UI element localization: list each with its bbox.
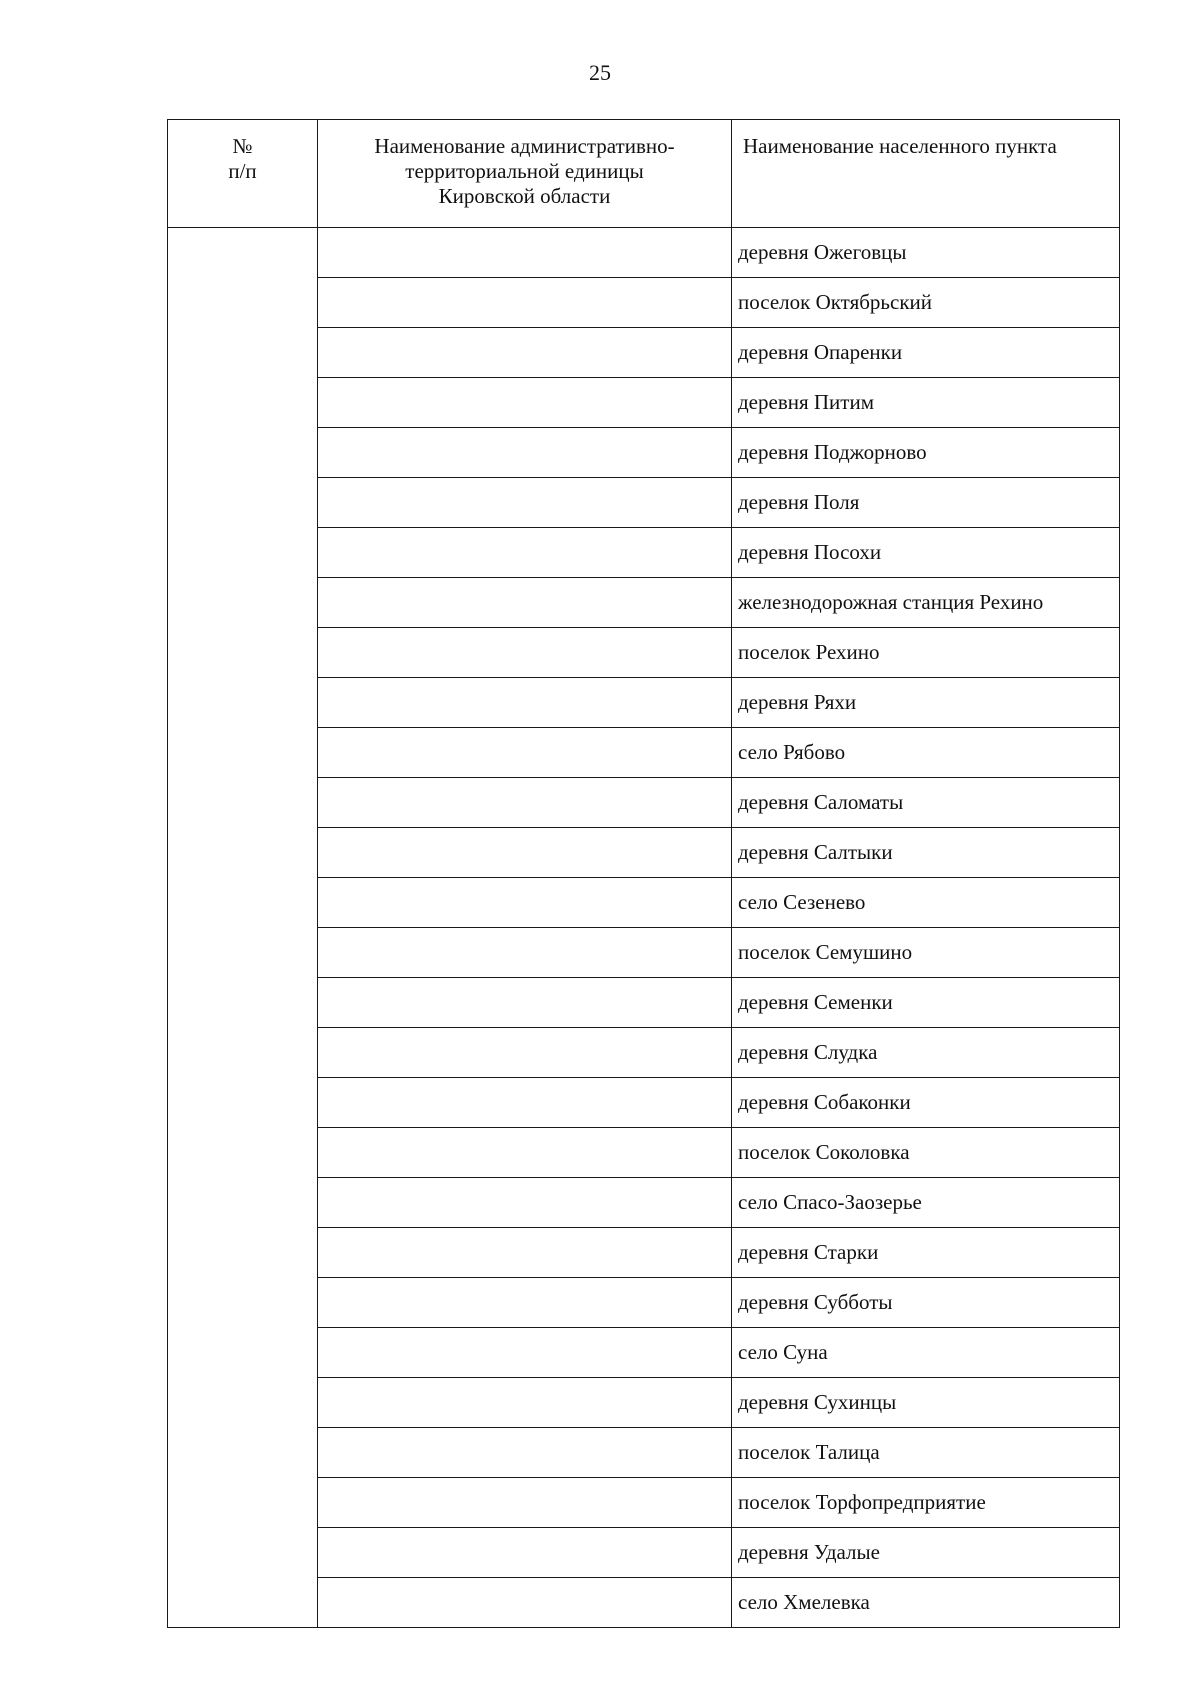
admin-unit-cell <box>318 1178 732 1228</box>
admin-unit-cell <box>318 478 732 528</box>
header-admin-unit <box>318 120 732 228</box>
admin-unit-cell <box>318 878 732 928</box>
admin-unit-cell <box>318 628 732 678</box>
admin-unit-cell <box>318 678 732 728</box>
admin-unit-cell <box>318 278 732 328</box>
admin-unit-cell <box>318 978 732 1028</box>
header-admin-unit-line: Кировской области <box>438 184 611 208</box>
admin-unit-cell <box>318 1078 732 1128</box>
settlement-cell: деревня Ожеговцы <box>732 228 1120 278</box>
settlement-cell: деревня Поля <box>732 478 1120 528</box>
settlement-cell: деревня Семенки <box>732 978 1120 1028</box>
settlement-cell: деревня Субботы <box>732 1278 1120 1328</box>
settlement-cell: село Спасо-Заозерье <box>732 1178 1120 1228</box>
page-number: 25 <box>589 60 611 85</box>
settlement-cell: поселок Рехино <box>732 628 1120 678</box>
admin-unit-cell <box>318 728 732 778</box>
header-number-line: № <box>232 134 253 158</box>
admin-unit-cell <box>318 1578 732 1628</box>
header-admin-unit-line: Наименование административно- <box>374 134 675 158</box>
admin-unit-cell <box>318 928 732 978</box>
table-body <box>168 228 1120 1628</box>
admin-unit-cell <box>318 328 732 378</box>
settlement-cell: деревня Удалые <box>732 1528 1120 1578</box>
settlement-cell: село Рябово <box>732 728 1120 778</box>
settlement-cell: деревня Сухинцы <box>732 1378 1120 1428</box>
settlement-cell: деревня Собаконки <box>732 1078 1120 1128</box>
admin-unit-cell <box>318 428 732 478</box>
header-settlement: Наименование населенного пункта <box>732 120 1120 228</box>
settlement-cell: поселок Октябрьский <box>732 278 1120 328</box>
settlement-cell: поселок Талица <box>732 1428 1120 1478</box>
settlement-cell: деревня Ряхи <box>732 678 1120 728</box>
table-header-row <box>168 120 1120 228</box>
settlement-cell: село Сезенево <box>732 878 1120 928</box>
admin-unit-cell <box>318 1528 732 1578</box>
header-number <box>168 120 318 228</box>
settlement-cell: село Хмелевка <box>732 1578 1120 1628</box>
admin-unit-cell <box>318 1278 732 1328</box>
admin-unit-cell <box>318 1428 732 1478</box>
settlement-cell: деревня Слудка <box>732 1028 1120 1078</box>
settlement-cell: железнодорожная станция Рехино <box>732 578 1120 628</box>
settlement-cell: деревня Поджорново <box>732 428 1120 478</box>
settlement-cell: деревня Старки <box>732 1228 1120 1278</box>
settlement-cell: деревня Опаренки <box>732 328 1120 378</box>
header-admin-unit-line: территориальной единицы <box>405 159 644 183</box>
settlement-cell: поселок Торфопредприятие <box>732 1478 1120 1528</box>
admin-unit-cell <box>318 1028 732 1078</box>
number-cell <box>168 228 318 1628</box>
admin-unit-cell <box>318 828 732 878</box>
admin-unit-cell <box>318 528 732 578</box>
admin-unit-cell <box>318 1378 732 1428</box>
settlement-cell: деревня Питим <box>732 378 1120 428</box>
table-row <box>168 228 1120 278</box>
admin-unit-cell <box>318 778 732 828</box>
admin-unit-cell <box>318 1128 732 1178</box>
settlement-cell: село Суна <box>732 1328 1120 1378</box>
settlement-cell: деревня Салтыки <box>732 828 1120 878</box>
admin-unit-cell <box>318 1478 732 1528</box>
settlement-cell: деревня Саломаты <box>732 778 1120 828</box>
header-number-line: п/п <box>228 159 257 183</box>
admin-unit-cell <box>318 378 732 428</box>
settlement-cell: поселок Соколовка <box>732 1128 1120 1178</box>
settlement-cell: поселок Семушино <box>732 928 1120 978</box>
admin-unit-cell <box>318 1228 732 1278</box>
settlement-cell: деревня Посохи <box>732 528 1120 578</box>
admin-unit-cell <box>318 578 732 628</box>
settlements-table <box>167 119 1120 1628</box>
admin-unit-cell <box>318 1328 732 1378</box>
admin-unit-cell <box>318 228 732 278</box>
